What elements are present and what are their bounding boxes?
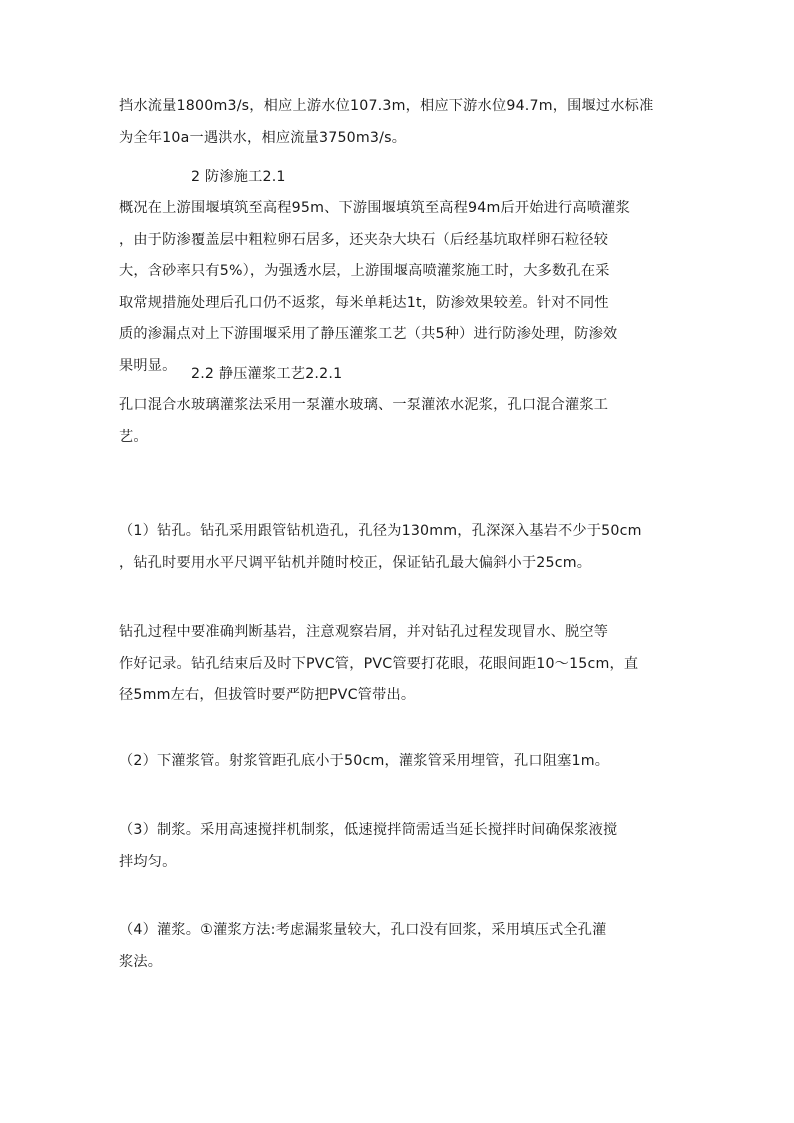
text-line: 径5mm左右，但拔管时要严防把PVC管带出。 xyxy=(119,687,416,703)
text-line: 拌均匀。 xyxy=(119,853,177,870)
paragraph-slurry-making xyxy=(119,815,679,878)
paragraph-grouting xyxy=(119,915,679,978)
text-line: 取常规措施处理后孔口仍不返浆，每米单耗达1t，防渗效果较差。针对不同性 xyxy=(119,294,609,311)
text-line: 概况在上游围堰填筑至高程95m、下游围堰填筑至高程94m后开始进行高喷灌浆 xyxy=(119,200,630,216)
text-line: （1）钻孔。钻孔采用跟管钻机造孔，孔径为130mm，孔深深入基岩不少于50cm xyxy=(119,523,642,539)
text-line: 浆法。 xyxy=(119,953,163,970)
text-line: 钻孔过程中要准确判断基岩，注意观察岩屑，并对钻孔过程发现冒水、脱空等 xyxy=(119,624,609,640)
text-line: （3）制浆。采用高速搅拌机制浆，低速搅拌筒需适当延长搅拌时间确保浆液搅 xyxy=(119,822,618,838)
text-line: 质的渗漏点对上下游围堰采用了静压灌浆工艺（共5种）进行防渗处理，防渗效 xyxy=(119,326,618,342)
section-heading-seepage: 2 防渗施工2.1 xyxy=(191,169,286,185)
text-line: 大，含砂率只有5%），为强透水层，上游围堰高喷灌浆施工时，大多数孔在采 xyxy=(119,263,610,279)
section-heading-static-grouting: 2.2 静压灌浆工艺2.2.1 xyxy=(191,366,343,382)
text-line: （2）下灌浆管。射浆管距孔底小于50cm，灌浆管采用埋管，孔口阻塞1m。 xyxy=(119,753,610,769)
paragraph-flow-rate xyxy=(119,91,679,154)
text-line: 挡水流量1800m3/s，相应上游水位107.3m，相应下游水位94.7m，围堰过水标准 xyxy=(119,98,654,114)
text-line: ，钻孔时要用水平尺调平钻机并随时校正，保证钻孔最大偏斜小于25cm。 xyxy=(119,554,592,571)
paragraph-drilling-process xyxy=(119,617,679,712)
text-line: 果明显。 xyxy=(119,357,177,374)
text-line: 艺。 xyxy=(119,428,148,445)
text-line: ，由于防渗覆盖层中粗粒卵石居多，还夹杂大块石（后经基坑取样卵石粒径较 xyxy=(119,231,609,248)
text-line: 作好记录。钻孔结束后及时下PVC管，PVC管要打花眼，花眼间距10～15cm，直 xyxy=(119,655,639,672)
paragraph-drilling xyxy=(119,516,679,579)
paragraph-mixed-grouting xyxy=(119,390,679,453)
text-line: 为全年10a一遇洪水，相应流量3750m3/s。 xyxy=(119,129,407,146)
text-line: 孔口混合水玻璃灌浆法采用一泵灌水玻璃、一泵灌浓水泥浆，孔口混合灌浆工 xyxy=(119,397,609,413)
paragraph-grouting-pipe xyxy=(119,746,679,778)
paragraph-overview xyxy=(119,193,679,382)
text-line: （4）灌浆。①灌浆方法:考虑漏浆量较大，孔口没有回浆，采用填压式全孔灌 xyxy=(119,922,607,938)
